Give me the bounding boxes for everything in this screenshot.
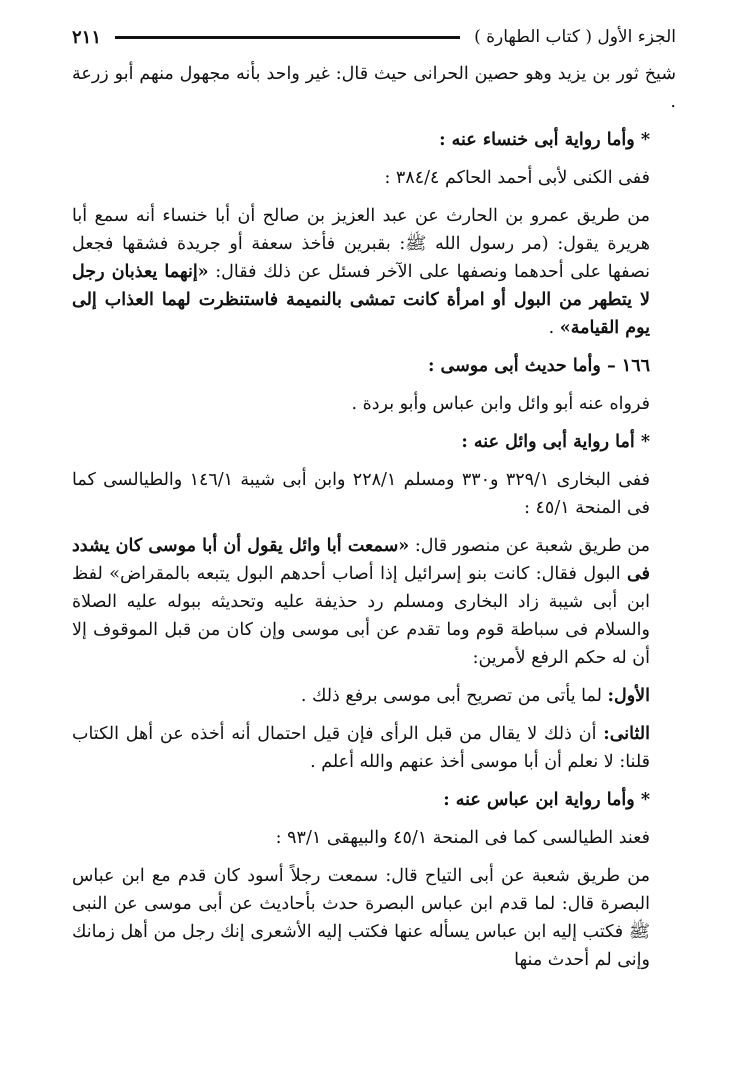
book-page [72, 22, 676, 1045]
page-body [72, 60, 676, 974]
heading-text: أما رواية أبى وائل عنه : [461, 432, 635, 452]
hadith-paragraph [72, 532, 676, 672]
source-reference: ففى الكنى لأبى أحمد الحاكم ٣٨٤/٤ : [384, 168, 650, 188]
section-heading [72, 428, 676, 456]
section-heading [72, 126, 676, 154]
source-reference: ففى البخارى ٣٢٩/١ و٣٣٠ ومسلم ٢٢٨/١ وابن أبى شيبة ١٤٦/١ والطيالسى كما فى المنحة ٤٥/١ : [72, 470, 651, 518]
paragraph: فرواه عنه أبو وائل وابن عباس وأبو بردة . [351, 394, 650, 414]
asterisk-marker: * [640, 432, 650, 452]
running-title: الجزء الأول ( كتاب الطهارة ) [474, 27, 676, 47]
chain-text: من طريق شعبة عن منصور قال: [414, 536, 650, 556]
point-text: لما يأتى من تصريح أبى موسى برفع ذلك . [300, 686, 608, 706]
chain-text: من طريق عمرو بن الحارث عن عبد العزيز بن صالح أن أبا خنساء أنه سمع أبا هريرة يقول: (مر رسول الله ﷺ: بقبرين فأخذ سعفة أو جريدة فشقها فجعل نصفها على أحدهما ونصفها على الآخر فسئل عن ذلك فقال: [72, 206, 650, 282]
hadith-quote: «إنهما يعذبان رجل لا يتطهر من البول أو امرأة كانت تمشى بالنميمة فاستنظرت لهما العذاب إلى يوم القيامة» [72, 262, 650, 338]
numbered-point [72, 682, 676, 710]
hadith-paragraph [72, 202, 676, 342]
section-heading [72, 786, 676, 814]
point-text: أن ذلك لا يقال من قبل الرأى فإن قيل احتمال أنه أخذه عن أهل الكتاب قلنا: لا نعلم أن أبا موسى أخذ عنهم والله أعلم . [72, 724, 650, 772]
point-label: الثانى: [603, 724, 650, 744]
running-header [72, 22, 676, 52]
header-rule [115, 36, 460, 39]
paragraph: شيخ ثور بن يزيد وهو حصين الحرانى حيث قال: غير واحد بأنه مجهول منهم أبو زرعة . [72, 64, 676, 112]
commentary-text: البول فقال: كانت بنو إسرائيل إذا أصاب أحدهم البول يتبعه بالمقراض» لفظ ابن أبى شيبة زاد البخارى ومسلم رد حذيفة عليه وتحديثه ببوله عليه الصلاة والسلام فى سباطة قوم وما تقدم عن أبى موسى وإن كان من قبل الموقوف إلا أن له حكم الرفع لأمرين: [72, 564, 650, 668]
end-mark: . [548, 318, 560, 338]
point-label: الأول: [607, 686, 650, 706]
hadith-quote: «سمعت أبا وائل يقول أن أبا موسى كان يشدد فى [72, 536, 650, 584]
section-heading: ١٦٦ – وأما حديث أبى موسى : [427, 356, 650, 376]
asterisk-marker: * [640, 790, 650, 810]
heading-text: وأما رواية أبى خنساء عنه : [439, 130, 635, 150]
asterisk-marker: * [640, 130, 650, 150]
heading-text: وأما رواية ابن عباس عنه : [443, 790, 635, 810]
page-number: ٢١١ [72, 26, 102, 48]
numbered-point [72, 720, 676, 776]
paragraph: من طريق شعبة عن أبى التياح قال: سمعت رجلاً أسود كان قدم مع ابن عباس البصرة قال: لما قدم ابن عباس البصرة حدث بأحاديث عن أبى موسى عن النبى ﷺ فكتب إليه ابن عباس يسأله عنها فكتب إليه الأشعرى إنك رجل من أهل زمانك وإنى لم أحدث منها [72, 866, 650, 970]
source-reference: فعند الطيالسى كما فى المنحة ٤٥/١ والبيهقى ٩٣/١ : [275, 828, 650, 848]
